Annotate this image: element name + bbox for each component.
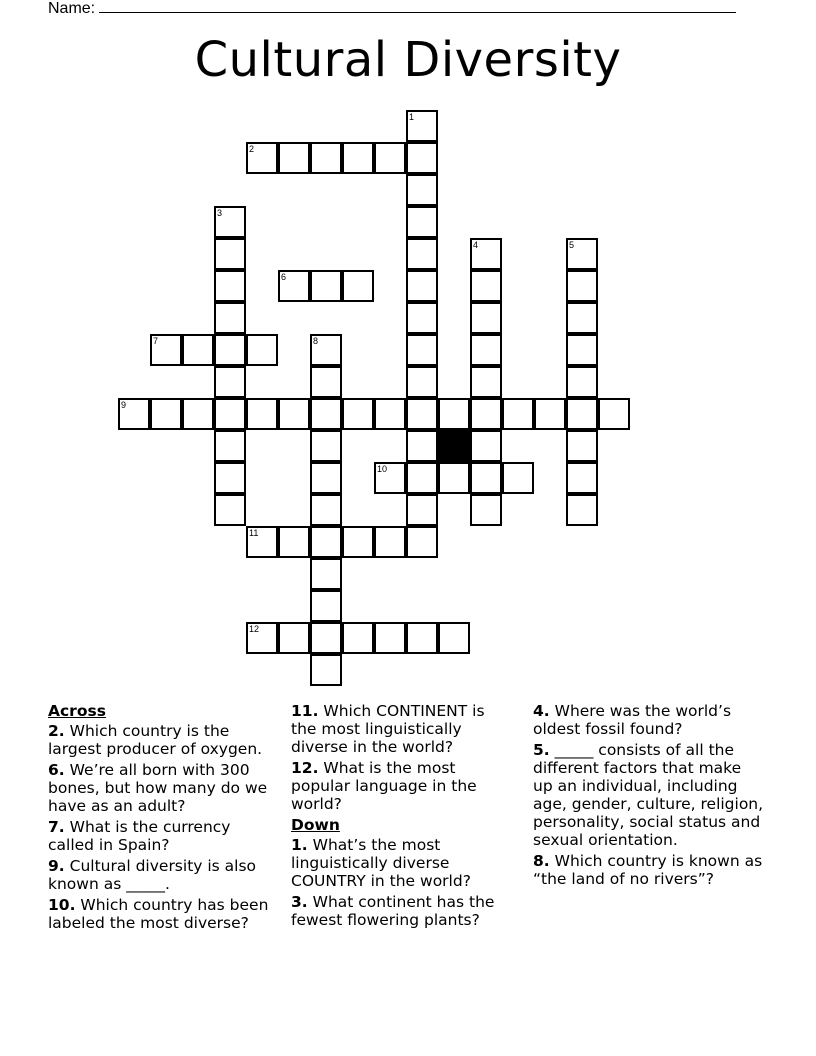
- clue-across-12: [291, 759, 513, 813]
- grid-cell[interactable]: [214, 398, 246, 430]
- grid-cell[interactable]: [534, 398, 566, 430]
- clue-text: What is the currency called in Spain?: [48, 818, 231, 854]
- grid-cell[interactable]: [310, 494, 342, 526]
- grid-cell[interactable]: [406, 334, 438, 366]
- grid-cell[interactable]: [278, 142, 310, 174]
- clue-number: 7.: [48, 818, 65, 836]
- grid-cell[interactable]: [406, 494, 438, 526]
- grid-cell[interactable]: [278, 398, 310, 430]
- grid-cell[interactable]: [118, 398, 150, 430]
- grid-cell[interactable]: [470, 398, 502, 430]
- grid-cell[interactable]: [214, 462, 246, 494]
- grid-cell[interactable]: [502, 462, 534, 494]
- grid-cell[interactable]: [150, 398, 182, 430]
- grid-cell[interactable]: [246, 334, 278, 366]
- grid-cell[interactable]: [406, 270, 438, 302]
- clue-number-label: 5: [569, 240, 575, 250]
- grid-cell[interactable]: [406, 622, 438, 654]
- grid-cell[interactable]: [150, 334, 182, 366]
- clue-text: _____ consists of all the different factors that make up an individual, including age, gender, culture, religion, personality, social status and sexual orientation.: [533, 741, 764, 849]
- clue-across-11: [291, 702, 513, 756]
- clue-text: Which country has been labeled the most diverse?: [48, 896, 269, 932]
- clue-text: What continent has the fewest flowering plants?: [291, 893, 495, 929]
- grid-cell[interactable]: [310, 366, 342, 398]
- clue-number-label: 4: [473, 240, 479, 250]
- grid-cell[interactable]: [278, 270, 310, 302]
- grid-cell[interactable]: [470, 430, 502, 462]
- grid-cell[interactable]: [566, 462, 598, 494]
- clue-number-label: 9: [121, 400, 127, 410]
- clue-number: 10.: [48, 896, 76, 914]
- grid-cell[interactable]: [214, 302, 246, 334]
- clue-across-6: [48, 761, 280, 815]
- clue-text: What is the most popular language in the world?: [291, 759, 477, 813]
- clue-down-3: [291, 893, 513, 929]
- grid-cell[interactable]: [278, 526, 310, 558]
- grid-cell[interactable]: [310, 622, 342, 654]
- clue-number-label: 1: [409, 112, 415, 122]
- grid-cell[interactable]: [470, 270, 502, 302]
- grid-cell[interactable]: [406, 174, 438, 206]
- grid-cell[interactable]: [310, 270, 342, 302]
- grid-cell[interactable]: [310, 334, 342, 366]
- clue-number-label: 11: [249, 528, 259, 538]
- grid-cell[interactable]: [310, 654, 342, 686]
- grid-cell[interactable]: [374, 622, 406, 654]
- grid-cell[interactable]: [406, 142, 438, 174]
- clue-across-9: [48, 857, 280, 893]
- grid-cell[interactable]: [342, 526, 374, 558]
- grid-cell[interactable]: [374, 398, 406, 430]
- clue-down-5: [533, 741, 765, 849]
- grid-cell[interactable]: [406, 398, 438, 430]
- clue-number: 9.: [48, 857, 65, 875]
- clue-down-1: [291, 836, 513, 890]
- clue-text: Which country is known as “the land of no rivers”?: [533, 852, 763, 888]
- grid-cell[interactable]: [310, 526, 342, 558]
- grid-cell[interactable]: [214, 494, 246, 526]
- clue-number-label: 8: [313, 336, 319, 346]
- grid-cell[interactable]: [406, 462, 438, 494]
- black-cell: [438, 430, 470, 462]
- clue-text: What’s the most linguistically diverse COUNTRY in the world?: [291, 836, 471, 890]
- grid-cell[interactable]: [342, 270, 374, 302]
- grid-cell[interactable]: [406, 238, 438, 270]
- down-heading: Down: [291, 816, 340, 834]
- clue-across-10: [48, 896, 280, 932]
- clue-number-label: 10: [377, 464, 388, 474]
- grid-cell[interactable]: [566, 334, 598, 366]
- grid-cell[interactable]: [598, 398, 630, 430]
- grid-cell[interactable]: [470, 334, 502, 366]
- grid-cell[interactable]: [182, 334, 214, 366]
- grid-cell[interactable]: [406, 302, 438, 334]
- clue-number: 12.: [291, 759, 319, 777]
- clue-text: We’re all born with 300 bones, but how many do we have as an adult?: [48, 761, 268, 815]
- clue-column-2: [291, 702, 513, 932]
- grid-cell[interactable]: [214, 366, 246, 398]
- grid-cell[interactable]: [278, 622, 310, 654]
- across-heading: Across: [48, 702, 106, 720]
- clue-text: Cultural diversity is also known as _____.: [48, 857, 257, 893]
- grid-cell[interactable]: [470, 238, 502, 270]
- grid-cell[interactable]: [566, 494, 598, 526]
- grid-cell[interactable]: [470, 462, 502, 494]
- grid-cell[interactable]: [214, 334, 246, 366]
- grid-cell[interactable]: [310, 558, 342, 590]
- clue-number-label: 3: [217, 208, 223, 218]
- clue-across-7: [48, 818, 280, 854]
- page-title: Cultural Diversity: [194, 32, 622, 88]
- grid-cell[interactable]: [438, 398, 470, 430]
- clue-number: 8.: [533, 852, 550, 870]
- clue-number: 5.: [533, 741, 550, 759]
- grid-cell[interactable]: [214, 238, 246, 270]
- grid-cell[interactable]: [438, 622, 470, 654]
- grid-cell[interactable]: [566, 238, 598, 270]
- grid-cell[interactable]: [502, 398, 534, 430]
- grid-cell[interactable]: [470, 494, 502, 526]
- name-label: Name:: [48, 0, 96, 17]
- clue-number-label: 2: [249, 144, 255, 154]
- grid-cell[interactable]: [374, 526, 406, 558]
- clue-text: Which country is the largest producer of oxygen.: [48, 722, 263, 758]
- grid-cell[interactable]: [406, 110, 438, 142]
- clue-number-label: 12: [249, 624, 260, 634]
- clue-number-label: 6: [281, 272, 287, 282]
- grid-cell[interactable]: [470, 366, 502, 398]
- grid-cell[interactable]: [246, 622, 278, 654]
- clue-column-1: [48, 702, 280, 935]
- grid-cell[interactable]: [342, 142, 374, 174]
- clue-text: Where was the world’s oldest fossil found?: [533, 702, 732, 738]
- clue-down-8: [533, 852, 765, 888]
- grid-cell[interactable]: [246, 398, 278, 430]
- clue-number: 3.: [291, 893, 308, 911]
- grid-cell[interactable]: [374, 462, 406, 494]
- grid-cell[interactable]: [310, 398, 342, 430]
- grid-cell[interactable]: [438, 462, 470, 494]
- grid-cell[interactable]: [310, 462, 342, 494]
- clue-across-2: [48, 722, 280, 758]
- grid-cell[interactable]: [310, 590, 342, 622]
- grid-cell[interactable]: [182, 398, 214, 430]
- grid-cell[interactable]: [406, 366, 438, 398]
- clue-number-label: 7: [153, 336, 159, 346]
- grid-cell[interactable]: [470, 302, 502, 334]
- grid-cell[interactable]: [374, 142, 406, 174]
- grid-cell[interactable]: [310, 430, 342, 462]
- clue-down-4: [533, 702, 765, 738]
- grid-cell[interactable]: [406, 430, 438, 462]
- grid-cell[interactable]: [566, 366, 598, 398]
- clue-number: 1.: [291, 836, 308, 854]
- clue-text: Which CONTINENT is the most linguistically diverse in the world?: [291, 702, 485, 756]
- grid-cell[interactable]: [214, 430, 246, 462]
- grid-cell[interactable]: [342, 398, 374, 430]
- clue-number: 4.: [533, 702, 550, 720]
- clue-number: 2.: [48, 722, 65, 740]
- grid-cell[interactable]: [566, 398, 598, 430]
- grid-cell[interactable]: [566, 430, 598, 462]
- grid-cell[interactable]: [406, 526, 438, 558]
- grid-cell[interactable]: [566, 270, 598, 302]
- grid-cell[interactable]: [406, 206, 438, 238]
- grid-cell[interactable]: [342, 622, 374, 654]
- grid-cell[interactable]: [246, 526, 278, 558]
- grid-cell[interactable]: [214, 270, 246, 302]
- grid-cell[interactable]: [310, 142, 342, 174]
- grid-cell[interactable]: [214, 206, 246, 238]
- grid-cell[interactable]: [566, 302, 598, 334]
- grid-cell[interactable]: [246, 142, 278, 174]
- clue-number: 6.: [48, 761, 65, 779]
- clue-number: 11.: [291, 702, 319, 720]
- clue-column-3: [533, 702, 765, 891]
